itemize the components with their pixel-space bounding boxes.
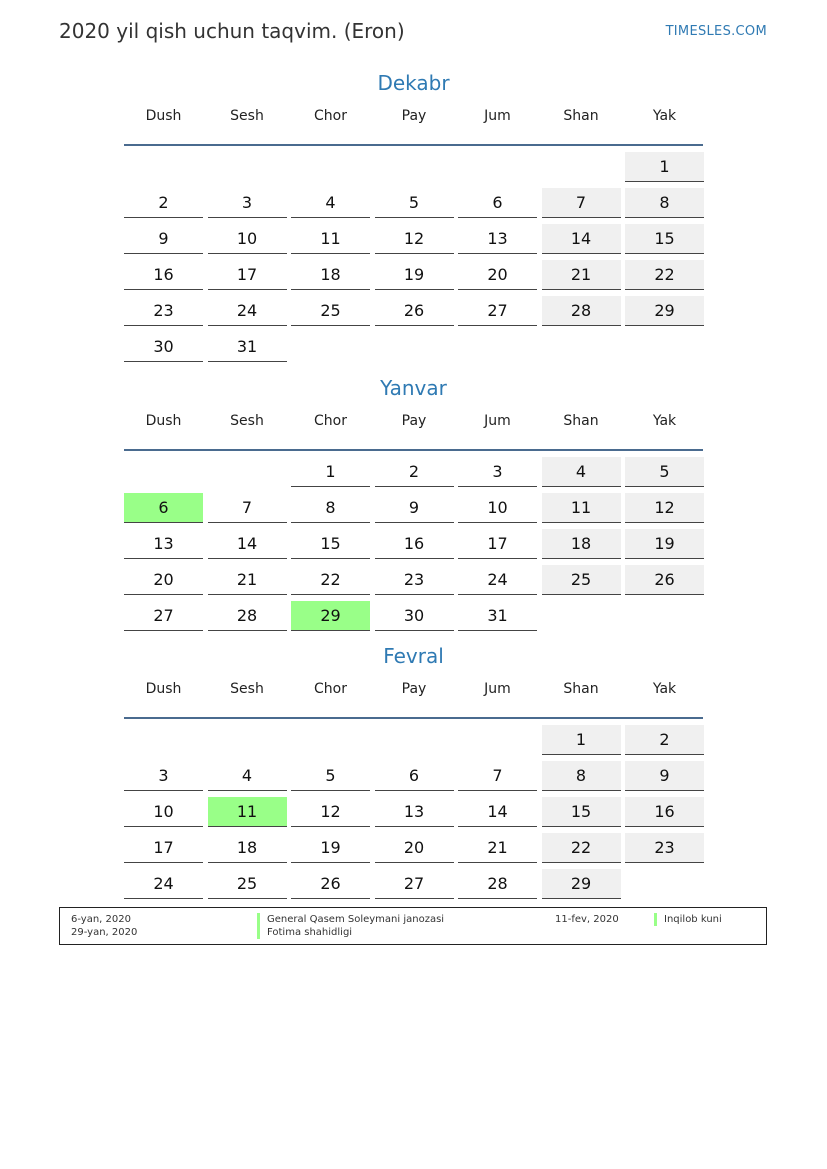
day-cell: 22: [625, 260, 704, 290]
day-grid: [124, 451, 703, 637]
day-cell: 5: [625, 457, 704, 487]
day-cell: 30: [124, 332, 203, 362]
day-cell: 5: [291, 761, 370, 791]
day-cell: 1: [542, 725, 621, 755]
weekday-label: Pay: [401, 681, 427, 697]
day-cell: 24: [458, 565, 537, 595]
legend-holiday-name: Fotima shahidligi: [257, 926, 352, 939]
day-cell: 19: [625, 529, 704, 559]
day-cell: 19: [291, 833, 370, 863]
day-cell: 11: [542, 493, 621, 523]
month-title: Dekabr: [377, 71, 450, 95]
legend-holiday-name: General Qasem Soleymani janozasi: [257, 913, 444, 926]
day-cell: 8: [625, 188, 704, 218]
weekday-label: Pay: [401, 108, 427, 124]
day-cell: 31: [458, 601, 537, 631]
weekday-header: [124, 411, 703, 451]
day-grid: [124, 719, 703, 905]
weekday-label: Yak: [652, 681, 677, 697]
day-cell: 12: [625, 493, 704, 523]
legend-date: 29-yan, 2020: [71, 927, 138, 938]
day-cell: 30: [375, 601, 454, 631]
day-cell: 23: [625, 833, 704, 863]
weekday-label: Jum: [484, 108, 511, 124]
day-cell: 29: [625, 296, 704, 326]
page-title: 2020 yil qish uchun taqvim. (Eron): [59, 19, 405, 43]
day-cell: 21: [208, 565, 287, 595]
weekday-label: Dush: [145, 413, 182, 429]
day-cell: 20: [458, 260, 537, 290]
day-cell: 14: [458, 797, 537, 827]
day-grid: [124, 146, 703, 368]
day-cell: 25: [291, 296, 370, 326]
day-cell: 24: [124, 869, 203, 899]
weekday-label: Chor: [314, 108, 347, 124]
day-cell: 27: [458, 296, 537, 326]
day-cell: 17: [124, 833, 203, 863]
day-cell: 28: [542, 296, 621, 326]
day-cell: 27: [124, 601, 203, 631]
day-cell: 17: [208, 260, 287, 290]
weekday-label: Sesh: [230, 413, 264, 429]
weekday-label: Yak: [652, 108, 677, 124]
day-cell: 9: [124, 224, 203, 254]
holiday-legend: [59, 907, 767, 945]
day-cell: 25: [208, 869, 287, 899]
day-cell: 25: [542, 565, 621, 595]
day-cell: 15: [625, 224, 704, 254]
day-cell: 3: [124, 761, 203, 791]
day-cell: 10: [208, 224, 287, 254]
weekday-label: Dush: [145, 681, 182, 697]
day-cell: 31: [208, 332, 287, 362]
month-title: Fevral: [383, 644, 444, 668]
day-cell: 3: [458, 457, 537, 487]
day-cell: 26: [291, 869, 370, 899]
weekday-label: Shan: [563, 413, 599, 429]
day-cell: 4: [291, 188, 370, 218]
day-cell: 2: [375, 457, 454, 487]
day-cell: 4: [208, 761, 287, 791]
day-cell: 18: [542, 529, 621, 559]
day-cell: 29: [542, 869, 621, 899]
weekday-label: Shan: [563, 108, 599, 124]
holiday-day-cell: 6: [124, 493, 203, 523]
day-cell: 3: [208, 188, 287, 218]
day-cell: 5: [375, 188, 454, 218]
day-cell: 22: [291, 565, 370, 595]
weekday-label: Chor: [314, 413, 347, 429]
day-cell: 26: [375, 296, 454, 326]
day-cell: 6: [375, 761, 454, 791]
weekday-label: Sesh: [230, 681, 264, 697]
day-cell: 18: [291, 260, 370, 290]
day-cell: 21: [542, 260, 621, 290]
day-cell: 7: [542, 188, 621, 218]
day-cell: 2: [124, 188, 203, 218]
day-cell: 9: [375, 493, 454, 523]
legend-holiday-name: Inqilob kuni: [654, 913, 722, 926]
day-cell: 16: [375, 529, 454, 559]
holiday-day-cell: 29: [291, 601, 370, 631]
day-cell: 28: [208, 601, 287, 631]
day-cell: 7: [458, 761, 537, 791]
weekday-label: Chor: [314, 681, 347, 697]
weekday-label: Yak: [652, 413, 677, 429]
day-cell: 14: [208, 529, 287, 559]
day-cell: 21: [458, 833, 537, 863]
weekday-label: Shan: [563, 681, 599, 697]
day-cell: 4: [542, 457, 621, 487]
day-cell: 14: [542, 224, 621, 254]
day-cell: 12: [291, 797, 370, 827]
day-cell: 12: [375, 224, 454, 254]
day-cell: 7: [208, 493, 287, 523]
weekday-label: Dush: [145, 108, 182, 124]
month-calendar: [124, 70, 703, 368]
month-title: Yanvar: [380, 376, 447, 400]
legend-date: 11-fev, 2020: [555, 914, 619, 925]
day-cell: 19: [375, 260, 454, 290]
day-cell: 1: [291, 457, 370, 487]
day-cell: 16: [124, 260, 203, 290]
day-cell: 11: [291, 224, 370, 254]
day-cell: 22: [542, 833, 621, 863]
weekday-label: Jum: [484, 413, 511, 429]
weekday-label: Pay: [401, 413, 427, 429]
day-cell: 2: [625, 725, 704, 755]
day-cell: 27: [375, 869, 454, 899]
day-cell: 1: [625, 152, 704, 182]
brand-link[interactable]: TIMESLES.COM: [665, 24, 767, 39]
day-cell: 23: [124, 296, 203, 326]
day-cell: 8: [291, 493, 370, 523]
day-cell: 23: [375, 565, 454, 595]
month-calendar: [124, 643, 703, 905]
day-cell: 13: [124, 529, 203, 559]
weekday-header: [124, 106, 703, 146]
day-cell: 17: [458, 529, 537, 559]
day-cell: 10: [124, 797, 203, 827]
day-cell: 15: [291, 529, 370, 559]
day-cell: 13: [375, 797, 454, 827]
day-cell: 15: [542, 797, 621, 827]
day-cell: 24: [208, 296, 287, 326]
day-cell: 8: [542, 761, 621, 791]
day-cell: 6: [458, 188, 537, 218]
day-cell: 18: [208, 833, 287, 863]
day-cell: 28: [458, 869, 537, 899]
legend-date: 6-yan, 2020: [71, 914, 131, 925]
holiday-day-cell: 11: [208, 797, 287, 827]
weekday-header: [124, 679, 703, 719]
month-calendar: [124, 375, 703, 637]
day-cell: 16: [625, 797, 704, 827]
day-cell: 20: [124, 565, 203, 595]
day-cell: 9: [625, 761, 704, 791]
day-cell: 13: [458, 224, 537, 254]
day-cell: 26: [625, 565, 704, 595]
weekday-label: Jum: [484, 681, 511, 697]
day-cell: 10: [458, 493, 537, 523]
weekday-label: Sesh: [230, 108, 264, 124]
day-cell: 20: [375, 833, 454, 863]
